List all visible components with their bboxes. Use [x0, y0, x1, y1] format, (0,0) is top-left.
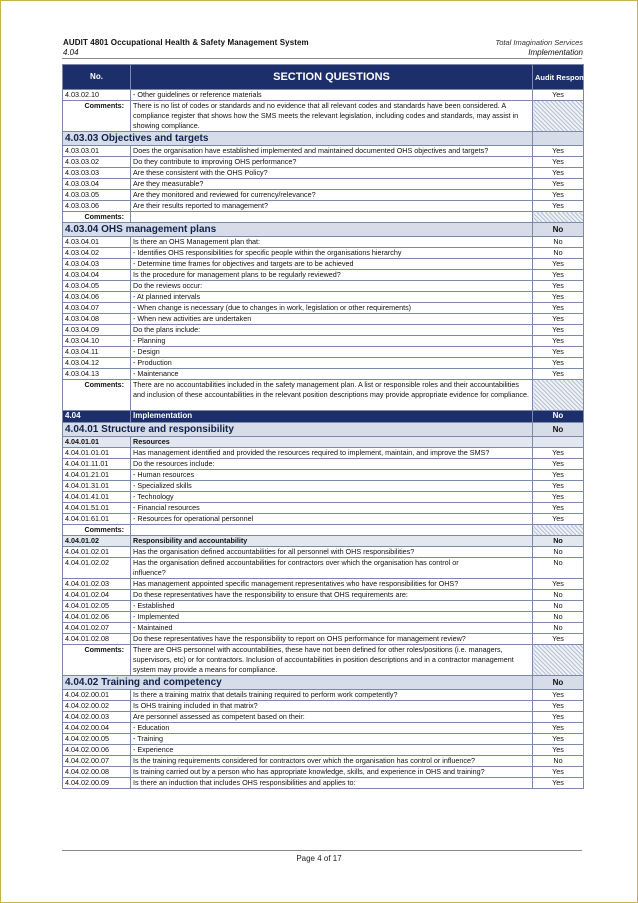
comments-row	[63, 212, 584, 223]
section-heading: 4.04.02 Training and competency	[63, 676, 533, 690]
audit-response: Yes	[533, 201, 584, 212]
audit-response: Yes	[533, 470, 584, 481]
comments-response-hatch	[533, 380, 584, 411]
question-text: - Other guidelines or reference materials	[131, 90, 533, 101]
audit-response: Yes	[533, 634, 584, 645]
comments-text: There are OHS personnel with accountabilities, these have not been defined for other roles/positions (i.e. managers, supervisors, etc) or for contractors. Inclusion of accountabilities in position descriptions and in a contractor management system may provide a means for compliance.	[131, 645, 533, 676]
table-row	[63, 690, 584, 701]
question-number: 4.03.04.07	[63, 303, 131, 314]
question-text: Resources	[131, 437, 533, 448]
question-text: Do they contribute to improving OHS performance?	[131, 157, 533, 168]
question-number: 4.03.04.11	[63, 347, 131, 358]
table-row	[63, 601, 584, 612]
audit-response: Yes	[533, 347, 584, 358]
question-number: 4.04.01.02.08	[63, 634, 131, 645]
section-heading: 4.04.01 Structure and responsibility	[63, 423, 533, 437]
audit-response: No	[533, 756, 584, 767]
question-number: 4.04.01.61.01	[63, 514, 131, 525]
table-row	[63, 146, 584, 157]
section-heading-row	[63, 223, 584, 237]
table-row	[63, 325, 584, 336]
table-row	[63, 756, 584, 767]
question-number: 4.04.02.00.02	[63, 701, 131, 712]
question-number: 4.03.04.13	[63, 369, 131, 380]
page-number: Page 4 of 17	[296, 854, 342, 863]
question-number: 4.03.03.03	[63, 168, 131, 179]
question-text: - Maintained	[131, 623, 533, 634]
table-row	[63, 503, 584, 514]
audit-response: No	[533, 612, 584, 623]
audit-response: Yes	[533, 325, 584, 336]
section-heading: 4.03.04 OHS management plans	[63, 223, 533, 237]
table-row	[63, 259, 584, 270]
question-number: 4.04.01.02.02	[63, 558, 131, 579]
question-text: - Determine time frames for objectives and targets are to be achieved	[131, 259, 533, 270]
audit-response: Yes	[533, 292, 584, 303]
question-text: - Experience	[131, 745, 533, 756]
question-number: 4.04.01.02.07	[63, 623, 131, 634]
question-number: 4.04.01.02.06	[63, 612, 131, 623]
header-divider	[62, 58, 582, 59]
question-text: Are these consistent with the OHS Policy?	[131, 168, 533, 179]
audit-response: Yes	[533, 369, 584, 380]
audit-response: Yes	[533, 481, 584, 492]
audit-response: Yes	[533, 259, 584, 270]
audit-response: No	[533, 248, 584, 259]
section-heading-row	[63, 423, 584, 437]
subsection-row	[63, 437, 584, 448]
table-row	[63, 734, 584, 745]
audit-response	[533, 437, 584, 448]
question-text: - Production	[131, 358, 533, 369]
question-text: Do the plans include:	[131, 325, 533, 336]
question-text-line1: Has the organisation defined accountabilities for contractors over which the organisation has control or	[133, 558, 459, 567]
audit-response: Yes	[533, 336, 584, 347]
comments-response-hatch	[533, 101, 584, 132]
table-row	[63, 778, 584, 789]
question-number: 4.04.01.02.03	[63, 579, 131, 590]
table-row	[63, 90, 584, 101]
question-text: Has management identified and provided the resources required to implement, maintain, and improve the SMS?	[131, 448, 533, 459]
question-number: 4.03.04.06	[63, 292, 131, 303]
audit-response: Yes	[533, 146, 584, 157]
audit-response: Yes	[533, 448, 584, 459]
audit-response: No	[533, 601, 584, 612]
audit-response: No	[533, 237, 584, 248]
table-row	[63, 168, 584, 179]
question-text: Are they measurable?	[131, 179, 533, 190]
document-header-right	[495, 38, 583, 58]
question-text: - Identifies OHS responsibilities for specific people within the organisations hierarchy	[131, 248, 533, 259]
question-text: Is there a training matrix that details training required to perform work competently?	[131, 690, 533, 701]
question-number: 4.04.01.51.01	[63, 503, 131, 514]
audit-response: No	[533, 536, 584, 547]
question-text: Has the organisation defined accountabilities for all personnel with OHS responsibilities?	[131, 547, 533, 558]
question-number: 4.04.01.01	[63, 437, 131, 448]
table-row	[63, 347, 584, 358]
table-row	[63, 292, 584, 303]
question-text: - Implemented	[131, 612, 533, 623]
question-text: - Specialized skills	[131, 481, 533, 492]
document-title: AUDIT 4801 Occupational Health & Safety Management System	[63, 38, 309, 47]
question-text: Does the organisation have established implemented and maintained documented OHS objectives and targets?	[131, 146, 533, 157]
question-text: Do the resources include:	[131, 459, 533, 470]
section-heading: 4.03.03 Objectives and targets	[63, 132, 533, 146]
question-text: - Financial resources	[131, 503, 533, 514]
comments-label: Comments:	[63, 380, 131, 411]
table-row	[63, 459, 584, 470]
audit-response: No	[533, 411, 584, 423]
comments-row	[63, 380, 584, 411]
audit-response: Yes	[533, 459, 584, 470]
question-text: - Planning	[131, 336, 533, 347]
audit-response: Yes	[533, 745, 584, 756]
question-number: 4.03.04.09	[63, 325, 131, 336]
table-row	[63, 612, 584, 623]
question-text: - Technology	[131, 492, 533, 503]
question-text: Are they monitored and reviewed for currency/relevance?	[131, 190, 533, 201]
audit-response: No	[533, 590, 584, 601]
table-row	[63, 590, 584, 601]
table-row	[63, 470, 584, 481]
audit-response: Yes	[533, 281, 584, 292]
question-number: 4.03.03.01	[63, 146, 131, 157]
question-text: - Human resources	[131, 470, 533, 481]
question-text: Is OHS training included in that matrix?	[131, 701, 533, 712]
section-response	[533, 132, 584, 146]
question-text: Is training carried out by a person who has appropriate knowledge, skills, and experience in OHS and training?	[131, 767, 533, 778]
table-row	[63, 336, 584, 347]
table-row	[63, 745, 584, 756]
comments-row	[63, 645, 584, 676]
question-number: 4.03.04.01	[63, 237, 131, 248]
question-text: - At planned intervals	[131, 292, 533, 303]
question-number: 4.04.01.02.01	[63, 547, 131, 558]
question-text: Do these representatives have the responsibility to ensure that OHS requirements are:	[131, 590, 533, 601]
audit-response: Yes	[533, 190, 584, 201]
table-body	[63, 90, 584, 789]
table-row	[63, 634, 584, 645]
audit-response: No	[533, 547, 584, 558]
comments-row	[63, 525, 584, 536]
question-number: 4.03.03.02	[63, 157, 131, 168]
table-row	[63, 623, 584, 634]
table-row	[63, 201, 584, 212]
question-number: 4.04.01.01.01	[63, 448, 131, 459]
audit-response: Yes	[533, 723, 584, 734]
table-row	[63, 448, 584, 459]
question-number: 4.04.01.31.01	[63, 481, 131, 492]
question-text: Has management appointed specific management representatives who have responsibilities for OHS?	[131, 579, 533, 590]
question-number: 4.03.03.06	[63, 201, 131, 212]
audit-response: Yes	[533, 712, 584, 723]
question-text: Are personnel assessed as competent based on their:	[131, 712, 533, 723]
question-number: 4.04.02.00.03	[63, 712, 131, 723]
audit-response: Yes	[533, 270, 584, 281]
footer-divider	[62, 850, 582, 851]
table-row	[63, 492, 584, 503]
section-response: No	[533, 676, 584, 690]
column-header-no: No.	[63, 65, 131, 90]
comments-label: Comments:	[63, 101, 131, 132]
question-number: 4.03.04.04	[63, 270, 131, 281]
comments-text: There are no accountabilities included in the safety management plan. A list or responsible roles and their accountabilities and inclusion of these accountabilities in the relevant position descriptions may provide appropriate evidence for compliance.	[131, 380, 533, 411]
table-row	[63, 547, 584, 558]
question-number: 4.04.01.02	[63, 536, 131, 547]
table-row	[63, 270, 584, 281]
table-row	[63, 558, 584, 579]
document-header	[63, 38, 309, 58]
comments-label: Comments:	[63, 645, 131, 676]
audit-response: Yes	[533, 579, 584, 590]
question-number: 4.03.04.10	[63, 336, 131, 347]
question-number: 4.04.01.02.05	[63, 601, 131, 612]
question-text: - Training	[131, 734, 533, 745]
question-text: - When change is necessary (due to changes in work, legislation or other requirements)	[131, 303, 533, 314]
table-row	[63, 281, 584, 292]
question-number: 4.04.01.21.01	[63, 470, 131, 481]
audit-response: No	[533, 558, 584, 579]
audit-response: Yes	[533, 767, 584, 778]
table-row	[63, 701, 584, 712]
comments-label: Comments:	[63, 212, 131, 223]
question-text: Is there an OHS Management plan that:	[131, 237, 533, 248]
table-row	[63, 481, 584, 492]
audit-response: Yes	[533, 492, 584, 503]
question-number: 4.04.02.00.05	[63, 734, 131, 745]
audit-response: Yes	[533, 157, 584, 168]
question-text: - Design	[131, 347, 533, 358]
section-response: No	[533, 423, 584, 437]
audit-response: Yes	[533, 168, 584, 179]
table-row	[63, 237, 584, 248]
question-text: - Education	[131, 723, 533, 734]
question-number: 4.04.02.00.07	[63, 756, 131, 767]
question-number: 4.03.03.04	[63, 179, 131, 190]
question-text: Do the reviews occur:	[131, 281, 533, 292]
audit-response: Yes	[533, 734, 584, 745]
question-number: 4.03.04.03	[63, 259, 131, 270]
question-number: 4.04	[63, 411, 131, 423]
audit-response: Yes	[533, 90, 584, 101]
question-text-line2: influence?	[133, 568, 166, 577]
table-row	[63, 248, 584, 259]
question-text: Is there an induction that includes OHS responsibilities and applies to:	[131, 778, 533, 789]
comments-response-hatch	[533, 525, 584, 536]
comments-response-hatch	[533, 212, 584, 223]
table-row	[63, 190, 584, 201]
question-number: 4.03.02.10	[63, 90, 131, 101]
question-number: 4.03.04.02	[63, 248, 131, 259]
comments-text: There is no list of codes or standards and no evidence that all relevant codes and standards have been considered. A compliance register that shows how the SMS meets the relevant legislation, including codes and standards, may assist in showing compliance.	[131, 101, 533, 132]
audit-response: Yes	[533, 514, 584, 525]
question-number: 4.04.01.11.01	[63, 459, 131, 470]
section-heading-row	[63, 132, 584, 146]
table-row	[63, 579, 584, 590]
table-row	[63, 303, 584, 314]
comments-response-hatch	[533, 645, 584, 676]
question-number: 4.04.02.00.01	[63, 690, 131, 701]
question-number: 4.04.02.00.08	[63, 767, 131, 778]
main-section-row	[63, 411, 584, 423]
question-number: 4.04.02.00.09	[63, 778, 131, 789]
subsection-row	[63, 536, 584, 547]
table-row	[63, 767, 584, 778]
question-text: Is the procedure for management plans to be regularly reviewed?	[131, 270, 533, 281]
audit-response: Yes	[533, 303, 584, 314]
table-row	[63, 514, 584, 525]
question-text: - Established	[131, 601, 533, 612]
audit-response: Yes	[533, 503, 584, 514]
section-heading-row	[63, 676, 584, 690]
question-text	[131, 558, 533, 579]
column-header-response: Audit Response	[533, 65, 584, 90]
question-text: - When new activities are undertaken	[131, 314, 533, 325]
question-number: 4.04.02.00.04	[63, 723, 131, 734]
audit-response: No	[533, 623, 584, 634]
comments-label: Comments:	[63, 525, 131, 536]
question-text: Is the training requirements considered for contractors over which the organisation has control or influence?	[131, 756, 533, 767]
table-row	[63, 314, 584, 325]
company-name: Total Imagination Services	[495, 38, 583, 47]
question-number: 4.04.01.02.04	[63, 590, 131, 601]
table-row	[63, 712, 584, 723]
audit-response: Yes	[533, 778, 584, 789]
table-row	[63, 179, 584, 190]
table-row	[63, 723, 584, 734]
comments-row	[63, 101, 584, 132]
question-number: 4.03.04.05	[63, 281, 131, 292]
comments-text	[131, 212, 533, 223]
comments-text	[131, 525, 533, 536]
question-number: 4.03.04.12	[63, 358, 131, 369]
question-number: 4.04.02.00.06	[63, 745, 131, 756]
table-header-row	[63, 65, 584, 90]
question-text: Do these representatives have the responsibility to report on OHS performance for management review?	[131, 634, 533, 645]
question-text: - Maintenance	[131, 369, 533, 380]
question-number: 4.04.01.41.01	[63, 492, 131, 503]
audit-response: Yes	[533, 690, 584, 701]
section-number: 4.04	[63, 48, 79, 57]
audit-response: Yes	[533, 358, 584, 369]
question-text: Are their results reported to management?	[131, 201, 533, 212]
section-response: No	[533, 223, 584, 237]
audit-response: Yes	[533, 314, 584, 325]
audit-response: Yes	[533, 701, 584, 712]
audit-response: Yes	[533, 179, 584, 190]
question-number: 4.03.03.05	[63, 190, 131, 201]
table-row	[63, 157, 584, 168]
table-row	[63, 358, 584, 369]
question-number: 4.03.04.08	[63, 314, 131, 325]
column-header-questions: SECTION QUESTIONS	[131, 65, 533, 90]
table-row	[63, 369, 584, 380]
question-text: Implementation	[131, 411, 533, 423]
audit-table	[62, 64, 593, 789]
question-text: - Resources for operational personnel	[131, 514, 533, 525]
section-name: Implementation	[528, 48, 583, 57]
question-text: Responsibility and accountability	[131, 536, 533, 547]
